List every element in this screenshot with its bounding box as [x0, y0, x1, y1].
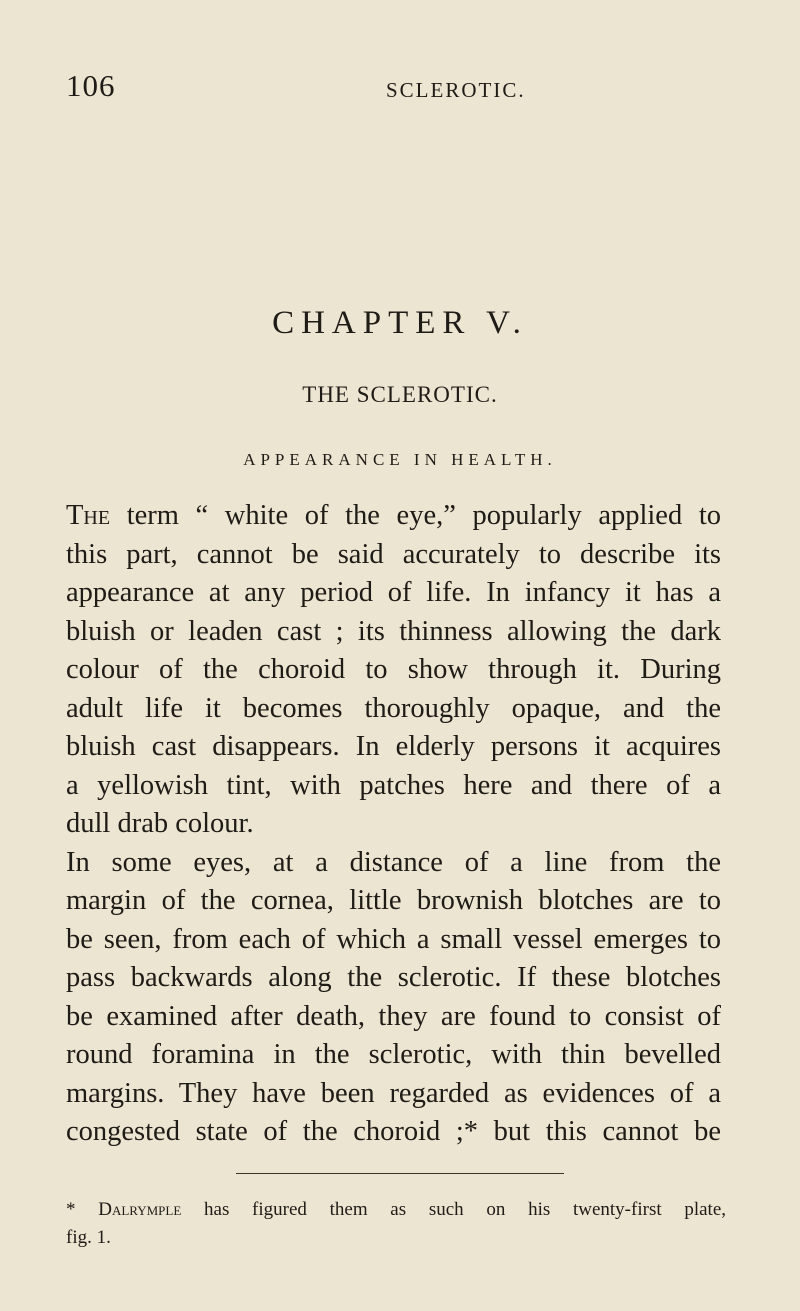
text-line: congested state of the choroid ;* but this cannot be — [66, 1116, 721, 1147]
text-line: dull drab colour. — [66, 808, 254, 839]
text-line: be seen, from each of which a small vessel emerges to — [66, 923, 721, 955]
footnote-line — [66, 1196, 726, 1224]
body-text — [66, 497, 721, 1152]
text-line: this part, cannot be said accurately to describe its — [66, 538, 721, 570]
lead-word: The — [66, 500, 111, 531]
text-line: bluish cast disappears. In elderly persons it acquires — [66, 731, 721, 762]
chapter-title: CHAPTER V. — [272, 305, 528, 341]
running-head — [66, 68, 726, 108]
subsection-title: APPEARANCE IN HEALTH. — [243, 450, 557, 469]
footnote-marker: * — [66, 1199, 99, 1220]
running-title: SCLEROTIC. — [386, 78, 526, 102]
footnote-continuation: fig. 1. — [66, 1227, 111, 1248]
text-line: margin of the cornea, little brownish blotches are to — [66, 885, 721, 916]
page-number: 106 — [66, 68, 116, 103]
text-line: be examined after death, they are found to consist of — [66, 1000, 721, 1032]
footnote-text: has figured them as such on his twenty-first plate, — [181, 1199, 726, 1220]
footnote — [66, 1196, 726, 1252]
text-line — [66, 497, 721, 536]
footnote-divider — [236, 1173, 564, 1174]
text-line: colour of the choroid to show through it. During — [66, 654, 721, 685]
text-line: pass backwards along the sclerotic. If these blotches — [66, 962, 721, 993]
text-line: appearance at any period of life. In infancy it has a — [66, 577, 721, 608]
text-line: a yellowish tint, with patches here and there of a — [66, 769, 721, 801]
text-line: adult life it becomes thoroughly opaque, and the — [66, 692, 721, 724]
text-line: margins. They have been regarded as evidences of a — [66, 1077, 721, 1109]
text-line: In some eyes, at a distance of a line from the — [66, 846, 721, 878]
text-line-content: term “ white of the eye,” popularly applied to — [110, 500, 721, 531]
text-line: bluish or leaden cast ; its thinness allowing the dark — [66, 615, 721, 647]
section-title: THE SCLEROTIC. — [302, 382, 498, 407]
text-line: round foramina in the sclerotic, with thin bevelled — [66, 1039, 721, 1070]
footnote-author: Dalrymple — [98, 1199, 182, 1220]
